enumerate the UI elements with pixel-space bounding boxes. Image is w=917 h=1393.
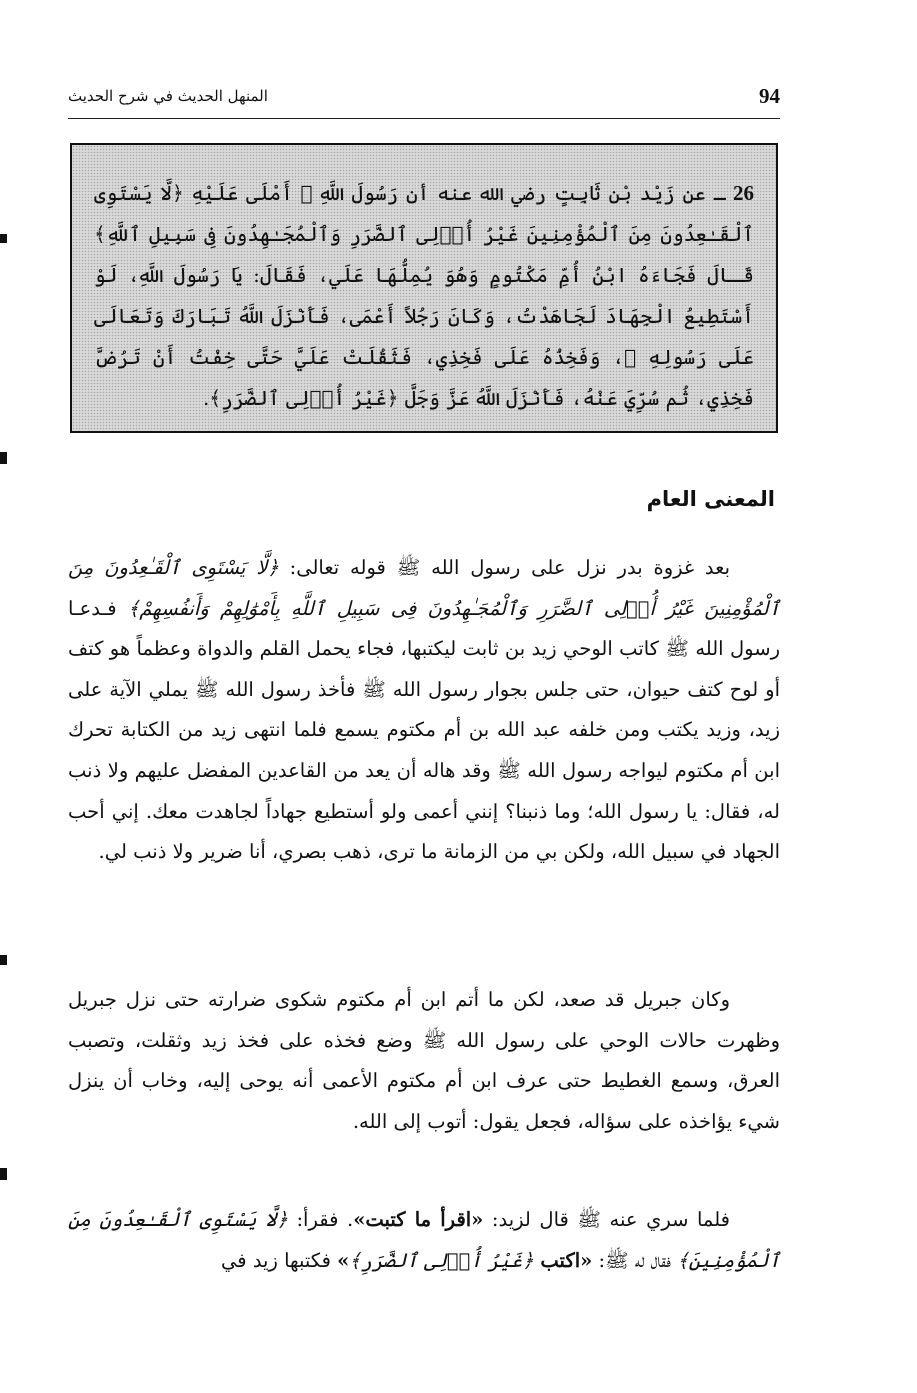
paragraph-text: . فقرأ: (287, 1208, 354, 1231)
margin-mark (0, 452, 7, 464)
quran-verse: ﴿لَّا يَسْتَوِى ٱلْقَـٰعِدُونَ مِنَ ٱلْمُؤْمِنِينَ﴾ (68, 1208, 780, 1272)
paragraph-3 (68, 1200, 780, 1281)
paragraph-1 (68, 548, 780, 873)
paragraph-text: فكتبها زيد في (221, 1248, 338, 1272)
hadith-text (94, 173, 754, 419)
prophet-command: «اكتب (533, 1248, 593, 1272)
page-number: 94 (759, 84, 780, 108)
paragraph-text: فـدعـا رسول الله ﷺ كاتب الوحي زيد بن ثابت ليكتبها، فجاء يحمل القلم والدواة وعظماً هو كتف أو لوح كتف حيوان، حتى جلس بجوار رسول الله ﷺ فأخذ رسول الله ﷺ يملي الآية على زيد، وزيد يكتب ومن خلفه عبد الله بن أم مكتوم يسمع فلما انتهى زيد من الكتابة تحرك ابن أم مكتوم ليواجه رسول الله ﷺ وقد هاله أن يعد من القاعدين المفضل عليهم ولا ذنب له، فقال: يا رسول الله؛ وما ذنبنا؟ إنني أعمى ولو أستطيع جهاداً لجاهدت معك. إني أحب الجهاد في سبيل الله، ولكن بي من الزمانة ما ترى، ذهب بصري، أنا ضرير ولا ذنب لي. (68, 596, 780, 864)
quran-verse: ﴿غَيْرُ أُو۟لِى ٱلضَّرَرِ﴾ (349, 1248, 534, 1272)
hadith-box (70, 143, 778, 433)
paragraph-text: بعد غزوة بدر نزل على رسول الله ﷺ قوله تعالى: (278, 556, 730, 579)
running-title: المنهل الحديث في شرح الحديث (68, 87, 268, 105)
paragraph-text: وكان جبريل قد صعد، لكن ما أتم ابن أم مكتوم شكوى ضرارته حتى نزل جبريل وظهرت حالات الوحي على رسول الله ﷺ وضع فخذه على فخذ زيد وثقلت، وتصبب العرق، وسمع الغطيط حتى عرف ابن أم مكتوم الأعمى أنه يوحى إليه، وخاب أن ينزل شيء يؤاخذه على سؤاله، فجعل يقول: أتوب إلى الله. (68, 988, 780, 1133)
paragraph-2 (68, 980, 780, 1142)
paragraph-text: فلما سري عنه ﷺ قال لزيد: (483, 1208, 730, 1231)
header-divider (68, 118, 780, 119)
hadith-number: 26 (733, 181, 754, 205)
quran-verse: ﴿لَّا يَسْتَوِى ٱلْقَـٰعِدُونَ مِنَ ٱلْمُؤْمِنِينَ غَيْرُ أُو۟لِى ٱلضَّرَرِ وَٱلْمُجَـٰهِدُونَ فِى سَبِيلِ ٱللَّهِ بِأَمْوَٰلِهِمْ وَأَنفُسِهِمْ﴾ (68, 556, 780, 620)
hadith-body: ـ عن زَيْد بْن ثَابِتٍ رضي الله عنه أن رَسُولَ اللَّهِ ﷺ أَمْلَى عَلَيْهِ ﴿لَّا يَسْتَوِى ٱلْقَـٰعِدُونَ مِنَ ٱلْمُؤْمِنِينَ غَيْرُ أُو۟لِى ٱلضَّرَرِ وَٱلْمُجَـٰهِدُونَ فِى سَبِيلِ ٱللَّهِ﴾ قَـالَ فَجَاءَهُ ابْنُ أُمِّ مَكْتُومٍ وَهُوَ يُمِلُّهَا عَلَي، فَقَالَ: يَا رَسُولَ اللَّهِ، لَوْ أَسْتَطِيعُ الْجِهَادَ لَجَاهَدْتُ، وَكَانَ رَجُلاً أَعْمَى، فَأَنْزَلَ اللَّهُ تَبَارَكَ وَتَعَالَى عَلَى رَسُولِهِ ﷺ، وَفَخِذُهُ عَلَى فَخِذِي، فَثَقُلَتْ عَلَيَّ حَتَّى خِفْتُ أَنْ تَرُضَّ فَخِذِي، ثُم سُرِّيَ عَنْهُ، فَأَنْزَلَ اللَّهُ عَزَّ وَجَلَّ ﴿غَيْرُ أُو۟لِى ٱلضَّرَرِ﴾. (94, 181, 754, 410)
margin-mark (0, 1168, 7, 1180)
prophet-command: «اقرأ ما كتبت» (353, 1208, 484, 1231)
margin-mark (0, 955, 7, 965)
section-heading: المعنى العام (646, 487, 775, 511)
prophet-command: » (337, 1248, 350, 1272)
paragraph-text: فقال له ﷺ: (592, 1248, 678, 1272)
page-header (68, 82, 780, 112)
margin-mark (0, 234, 7, 243)
